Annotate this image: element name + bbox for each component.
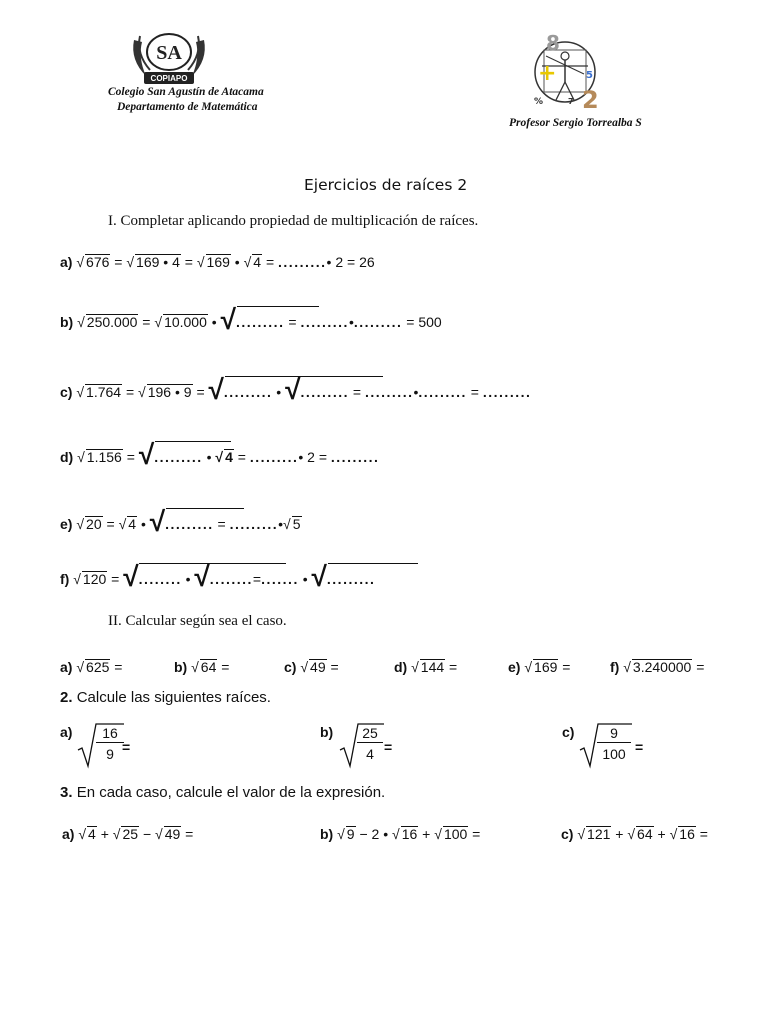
section-number: 2. — [60, 689, 73, 706]
radicand: 144 — [420, 659, 445, 675]
exercise-label: f) — [610, 659, 620, 675]
big-radical: √ ......... — [209, 379, 273, 402]
equals-sign: = — [192, 384, 209, 400]
denominator: 9 — [106, 746, 114, 762]
operator: + — [418, 826, 435, 842]
denominator: 100 — [602, 746, 626, 762]
equals-sign: = — [181, 826, 194, 842]
radicand: 1.156 — [86, 449, 122, 465]
exercise-2b: b) √ 64 = — [174, 659, 230, 675]
answer-blank[interactable]: ......... — [418, 384, 467, 400]
operator: • — [202, 449, 216, 465]
exercise-label: b) — [174, 659, 188, 675]
answer-blank[interactable]: ......... — [165, 516, 214, 532]
answer-blank[interactable]: ......... — [300, 384, 349, 400]
page-title: Ejercicios de raíces 2 — [304, 176, 468, 194]
radicand: 169 — [534, 659, 558, 675]
svg-text:+: + — [538, 61, 557, 86]
answer-blank[interactable]: ........ — [138, 571, 182, 587]
radicand: 25 — [122, 826, 139, 842]
operator: • — [272, 384, 286, 400]
equals-sign: = — [468, 826, 481, 842]
math-emblem — [528, 30, 606, 114]
equals-sign: = — [284, 314, 301, 330]
exercise-2d: d) √ 144 = — [394, 659, 458, 675]
equals-sign: = — [213, 516, 230, 532]
operator: + — [96, 826, 113, 842]
radicand: 100 — [443, 826, 468, 842]
exercise-label: c) — [60, 384, 73, 400]
exercise-1a: a) √ 676 = √ 169 • 4 = √ 169 • √ 4 = .........• 2 = 26 — [60, 254, 375, 270]
exercise-1c: c) √ 1.764 = √ 196 • 9 = √ ......... • √ ......... = .........•......... = ......... — [60, 374, 532, 405]
answer-blank[interactable]: ......... — [330, 449, 380, 465]
operator: • — [278, 516, 284, 532]
operator: • — [207, 314, 221, 330]
section-heading-text: Calcule las siguientes raíces. — [76, 689, 271, 706]
numerator: 9 — [597, 724, 631, 743]
equals-sign: = — [635, 739, 644, 755]
fraction-3a — [96, 724, 124, 763]
radicand: 120 — [82, 571, 107, 587]
big-radical: √ ......... — [139, 444, 203, 467]
equals-sign: = — [233, 449, 250, 465]
expression-tail: = 500 — [402, 314, 442, 330]
exercise-label: c) — [284, 659, 297, 675]
big-radical: √ ......... — [150, 511, 214, 534]
answer-blank[interactable]: ........ — [209, 571, 253, 587]
school-logo — [128, 30, 210, 88]
svg-text:SA: SA — [156, 42, 182, 64]
radicand: 64 — [637, 826, 653, 842]
numerator: 25 — [357, 724, 383, 743]
big-radical: √ ......... — [285, 379, 349, 402]
radicand: 16 — [401, 826, 418, 842]
radicand: 196 • 9 — [147, 384, 192, 400]
fraction-3b — [357, 724, 383, 763]
equals-sign: = — [110, 659, 123, 675]
exercise-4c: c) √ 121 + √ 64 + √ 16 = — [561, 826, 708, 842]
operator: • — [181, 571, 195, 587]
radicand: 169 — [206, 254, 230, 270]
equals-sign: = — [262, 254, 279, 270]
operator: • — [230, 254, 244, 270]
answer-blank[interactable]: ......... — [326, 571, 376, 587]
answer-blank[interactable]: ......... — [229, 516, 279, 532]
equals-sign: = — [326, 659, 339, 675]
equals-sign: = — [102, 516, 119, 532]
equals-sign: = — [122, 449, 139, 465]
exercise-label: c) — [561, 826, 574, 842]
operator: • — [137, 516, 150, 532]
exercise-label: f) — [60, 571, 70, 587]
operator: − — [139, 826, 156, 842]
section-heading-text: En cada caso, calcule el valor de la expresión. — [76, 784, 386, 801]
equals-sign: = — [692, 659, 705, 675]
answer-blank[interactable]: ......... — [300, 314, 349, 330]
exercise-label: b) — [60, 314, 74, 330]
section-3-heading — [60, 689, 271, 706]
equals-sign: = — [695, 826, 708, 842]
radicand: 4 — [253, 254, 262, 270]
exercise-2f: f) √ 3.240000 = — [610, 659, 705, 675]
exercise-2c: c) √ 49 = — [284, 659, 339, 675]
exercise-4a: a) √ 4 + √ 25 − √ 49 = — [62, 826, 194, 842]
operator: + — [653, 826, 670, 842]
svg-text:7: 7 — [568, 97, 574, 106]
exercise-label: a) — [60, 659, 73, 675]
answer-blank[interactable]: ......... — [235, 314, 285, 330]
operator: • — [298, 571, 312, 587]
exercise-2e: e) √ 169 = — [508, 659, 571, 675]
teacher-name: Profesor Sergio Torrealba S — [509, 117, 642, 129]
big-radical: √ ........ — [194, 566, 253, 589]
answer-blank[interactable]: ......... — [223, 384, 273, 400]
exercise-3b-label: b) — [320, 724, 334, 740]
equals-sign: = — [252, 571, 262, 587]
equals-sign: = — [180, 254, 197, 270]
svg-text:COPIAPO: COPIAPO — [150, 74, 188, 83]
big-radical: √ ......... — [312, 566, 376, 589]
radicand: 4 — [225, 449, 233, 465]
exercise-label: a) — [62, 826, 75, 842]
school-name: Colegio San Agustín de Atacama — [108, 86, 264, 98]
svg-text:8: 8 — [546, 31, 560, 55]
denominator: 4 — [366, 746, 374, 762]
equals-sign: = — [122, 384, 139, 400]
exercise-4b: b) √ 9 − 2 • √ 16 + √ 100 = — [320, 826, 481, 842]
exercise-label: d) — [60, 449, 74, 465]
answer-blank[interactable]: ......... — [364, 384, 414, 400]
operator: • — [413, 384, 419, 400]
big-radical: √ ......... — [221, 309, 285, 332]
operator: − 2 • — [355, 826, 393, 842]
exercise-label: a) — [60, 254, 73, 270]
numerator: 16 — [96, 724, 124, 743]
radicand: 16 — [679, 826, 695, 842]
fraction-3c — [597, 724, 631, 763]
radicand: 49 — [310, 659, 326, 675]
exercise-1b: b) √ 250.000 = √ 10.000 • √ ......... = .........•......... = 500 — [60, 304, 442, 335]
svg-text:%: % — [534, 97, 544, 107]
exercise-3c-label: c) — [562, 724, 575, 740]
exercise-label: e) — [508, 659, 521, 675]
radicand: 4 — [128, 516, 137, 532]
equals-sign: = — [110, 254, 127, 270]
operator: • — [348, 314, 354, 330]
radicand: 10.000 — [164, 314, 207, 330]
answer-blank[interactable]: ......... — [278, 254, 327, 270]
section-4-heading — [60, 784, 385, 801]
department-name: Departamento de Matemática — [117, 101, 258, 113]
radicand: 121 — [587, 826, 611, 842]
exercise-1d: d) √ 1.156 = √ ......... • √ 4 = .........• 2 = ......... — [60, 439, 380, 470]
radicand: 169 • 4 — [136, 254, 180, 270]
section-1-heading: I. Completar aplicando propiedad de multiplicación de raíces. — [108, 213, 479, 229]
equals-sign: = — [122, 739, 131, 755]
answer-blank[interactable]: ......... — [353, 314, 403, 330]
big-radical: √ ........ — [123, 566, 182, 589]
equals-sign: = — [107, 571, 124, 587]
answer-blank[interactable]: ....... — [261, 571, 299, 587]
equals-sign: = — [217, 659, 230, 675]
exercise-label: d) — [394, 659, 408, 675]
exercise-2a: a) √ 625 = — [60, 659, 123, 675]
equals-sign: = — [384, 739, 393, 755]
radicand: 5 — [292, 516, 301, 532]
equals-sign: = — [138, 314, 155, 330]
equals-sign: = — [445, 659, 458, 675]
equals-sign: = — [349, 384, 365, 400]
answer-blank[interactable]: ......... — [249, 449, 299, 465]
svg-text:2: 2 — [582, 86, 599, 114]
exercise-label: b) — [320, 826, 334, 842]
radicand: 64 — [200, 659, 217, 675]
radicand: 3.240000 — [632, 659, 692, 675]
radicand: 1.764 — [86, 384, 122, 400]
radicand: 4 — [88, 826, 96, 842]
operator: + — [611, 826, 628, 842]
exercise-3a-label: a) — [60, 724, 73, 740]
radicand: 250.000 — [86, 314, 138, 330]
expression-tail: • 2 = 26 — [326, 254, 375, 270]
answer-blank[interactable]: ......... — [482, 384, 532, 400]
svg-text:5: 5 — [586, 70, 593, 81]
equals-sign: = — [466, 384, 483, 400]
radicand: 9 — [346, 826, 355, 842]
radicand: 49 — [164, 826, 181, 842]
exercise-1e: e) √ 20 = √ 4 • √ ......... = .........•√ 5 — [60, 506, 301, 537]
expression-tail: • 2 = — [298, 449, 331, 465]
exercise-1f: f) √ 120 = √ ........ • √ ........=....... • √ ......... — [60, 566, 375, 589]
radicand: 676 — [86, 254, 110, 270]
radicand: 20 — [86, 516, 102, 532]
radicand: 625 — [86, 659, 110, 675]
section-2-heading: II. Calcular según sea el caso. — [108, 613, 287, 629]
section-number: 3. — [60, 784, 73, 801]
exercise-label: e) — [60, 516, 73, 532]
answer-blank[interactable]: ......... — [154, 449, 203, 465]
equals-sign: = — [558, 659, 571, 675]
